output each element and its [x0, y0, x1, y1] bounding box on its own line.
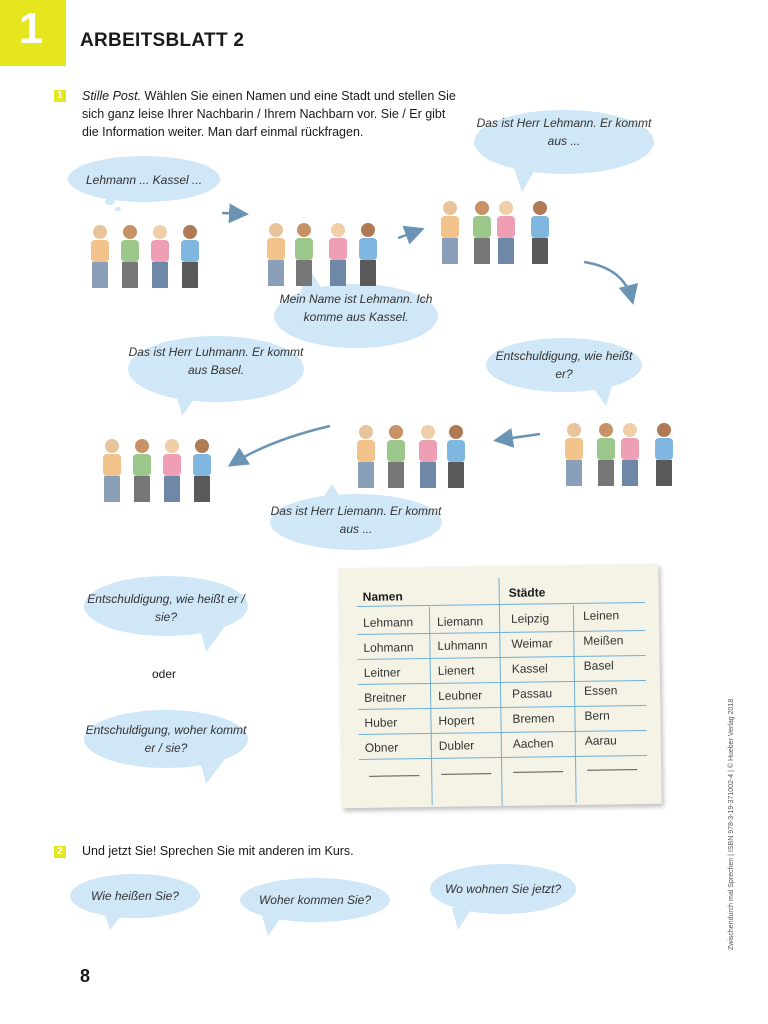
bubble-tail — [322, 484, 342, 500]
thought-dot — [115, 207, 121, 211]
task-1-instruction — [82, 87, 462, 141]
table-cell: Leubner — [438, 688, 483, 703]
oder-label: oder — [152, 667, 177, 681]
col-divider — [429, 607, 433, 805]
group-illustration-5 — [348, 412, 478, 494]
arrow-icon — [232, 426, 330, 464]
table-cell: Weimar — [511, 636, 553, 651]
group-illustration-1 — [82, 212, 212, 294]
group-illustration-3 — [432, 188, 562, 270]
people-group-icon — [565, 423, 673, 486]
speech-bubble-task2-2-text: Woher kommen Sie? — [258, 893, 372, 907]
speech-bubble-2-text: Mein Name ist Lehmann. Ich komme aus Kassel. — [279, 292, 433, 324]
arrow-icon — [584, 262, 632, 300]
table-cell: Liemann — [437, 614, 484, 629]
table-cell: Leitner — [363, 665, 401, 680]
task-2-instruction: Und jetzt Sie! Sprechen Sie mit anderen im Kurs. — [82, 844, 354, 858]
blank-line — [369, 775, 419, 777]
header-cities: Städte — [508, 585, 546, 600]
page-number: 8 — [80, 966, 91, 986]
people-group-icon — [103, 439, 211, 502]
header-names: Namen — [362, 589, 403, 604]
bubble-tail — [262, 916, 282, 936]
bubble-tail — [452, 908, 472, 930]
table-cell: Lohmann — [363, 640, 414, 655]
table-cell: Leinen — [582, 608, 620, 623]
task-1-title: Stille Post. — [82, 89, 142, 103]
blank-line — [587, 769, 637, 771]
speech-bubble-6-text: Das ist Herr Liemann. Er kommt aus ... — [270, 504, 442, 536]
people-group-icon — [441, 201, 549, 264]
speech-bubble-5-text: Das ist Herr Luhmann. Er kommt aus Basel. — [128, 345, 304, 377]
task-1-text: Wählen Sie einen Namen und eine Stadt und stellen Sie sich ganz leise Ihrer Nachbarin / Ihrem Nachbarn vor. Sie / Er gibt die Information weiter. Man darf einmal rückfragen. — [82, 89, 456, 139]
arrow-icon — [222, 213, 244, 214]
table-cell: Bern — [584, 708, 610, 723]
group-illustration-6 — [94, 426, 224, 508]
table-cell: Breitner — [364, 690, 407, 705]
speech-bubble-3-text: Das ist Herr Lehmann. Er kommt aus ... — [476, 116, 652, 148]
copyright-note: Zwischendurch mal Sprechen | ISBN 978-3-19-371002-4 | © Hueber Verlag 2018 — [728, 698, 735, 950]
table-cell: Dubler — [438, 738, 475, 753]
speech-bubble-task2-3-text: Wo wohnen Sie jetzt? — [444, 882, 562, 896]
task-1-number: 1 — [57, 90, 63, 101]
people-group-icon — [357, 425, 465, 488]
table-cell: Basel — [583, 658, 614, 673]
table-cell: Bremen — [512, 711, 555, 726]
col-divider — [573, 605, 577, 803]
blank-line — [441, 773, 491, 775]
sheet-title: ARBEITSBLATT 2 — [80, 30, 245, 51]
table-cell: Hopert — [438, 713, 475, 728]
bubble-tail — [592, 386, 612, 406]
row-rule — [359, 755, 647, 760]
speech-bubble-8-text: Entschuldigung, woher kommt er / sie? — [85, 723, 247, 755]
table-cell: Aachen — [512, 736, 554, 751]
table-cell: Essen — [583, 683, 618, 698]
table-cell: Passau — [512, 686, 553, 701]
names-cities-card — [338, 564, 661, 808]
table-cell: Lehmann — [363, 615, 414, 630]
table-cell: Aarau — [584, 733, 617, 748]
blank-line — [513, 771, 563, 773]
table-cell: Meißen — [583, 633, 624, 648]
group-illustration-4 — [556, 410, 686, 492]
bubble-tail — [104, 912, 124, 930]
bubble-tail — [200, 760, 224, 784]
task-2-number: 2 — [57, 846, 63, 857]
col-divider-main — [498, 578, 502, 806]
table-cell: Obner — [364, 740, 399, 755]
speech-bubble-4-text: Entschuldigung, wie heißt er? — [495, 349, 633, 381]
speech-bubble-1-text: Lehmann ... Kassel ... — [85, 173, 203, 187]
speech-bubble-7-text: Entschuldigung, wie heißt er / sie? — [87, 592, 245, 624]
table-cell: Kassel — [511, 661, 548, 676]
table-cell: Huber — [364, 715, 398, 730]
table-cell: Leipzig — [510, 611, 550, 626]
people-group-icon — [91, 225, 199, 288]
arrow-icon — [498, 434, 540, 440]
bubble-tail — [176, 394, 198, 416]
group-illustration-2 — [258, 210, 388, 292]
bubble-tail — [200, 628, 224, 652]
thought-dot — [105, 198, 115, 205]
table-cell: Luhmann — [437, 638, 488, 653]
people-group-icon — [267, 223, 377, 286]
chapter-number: 1 — [18, 4, 44, 53]
table-cell: Lienert — [437, 663, 475, 678]
arrow-icon — [398, 230, 420, 238]
speech-bubble-task2-1-text: Wie heißen Sie? — [91, 889, 179, 903]
